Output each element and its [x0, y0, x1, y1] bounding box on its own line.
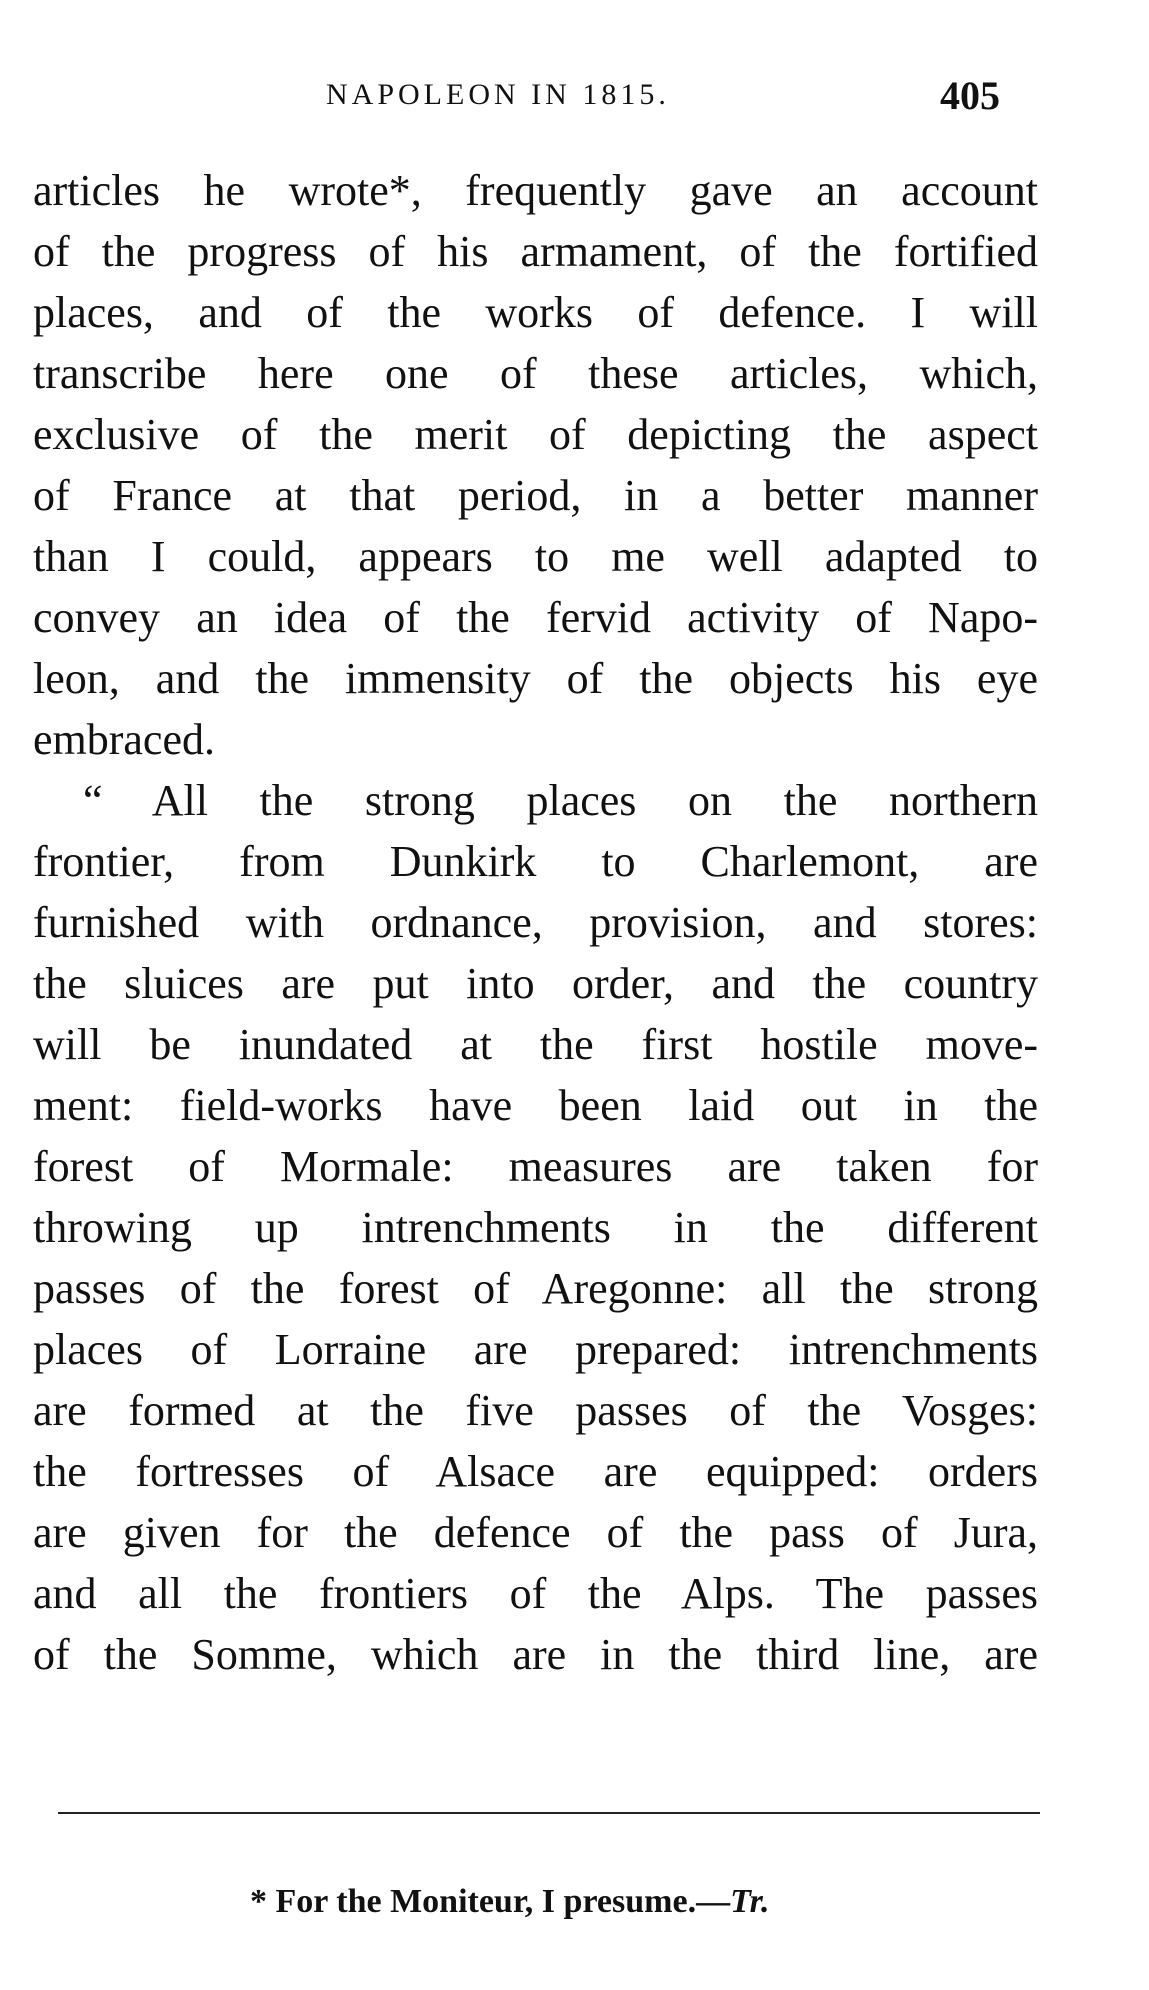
text-line: furnished with ordnance, provision, and stores: — [33, 898, 1038, 947]
text-line: of the Somme, which are in the third line, are — [33, 1630, 1038, 1679]
text-line: exclusive of the merit of depicting the aspect — [33, 410, 1038, 459]
text-line: convey an idea of the fervid activity of Napo- — [33, 593, 1038, 642]
body-text — [33, 160, 1038, 1685]
text-line: places of Lorraine are prepared: intrenchments — [33, 1325, 1038, 1374]
footnote-text: * For the Moniteur, I presume.— — [250, 1883, 731, 1920]
text-line: leon, and the immensity of the objects his eye — [33, 654, 1038, 703]
text-line: places, and of the works of defence. I will — [33, 288, 1038, 337]
text-line: passes of the forest of Aregonne: all the strong — [33, 1264, 1038, 1313]
text-line-quote-start: “ All the strong places on the northern — [83, 776, 1038, 825]
running-title: NAPOLEON IN 1815. — [326, 78, 670, 111]
text-line: than I could, appears to me well adapted to — [33, 532, 1038, 581]
footnote-rule — [58, 1812, 1040, 1814]
text-line: are given for the defence of the pass of Jura, — [33, 1508, 1038, 1557]
text-line: of the progress of his armament, of the fortified — [33, 227, 1038, 276]
page-number: 405 — [940, 73, 1000, 118]
text-line-paragraph-end: embraced. — [33, 715, 215, 764]
footnote-signature: Tr. — [730, 1883, 770, 1920]
running-head — [0, 72, 1149, 122]
text-line: ment: field-works have been laid out in the — [33, 1081, 1038, 1130]
text-line: forest of Mormale: measures are taken for — [33, 1142, 1038, 1191]
text-line: are formed at the five passes of the Vosges: — [33, 1386, 1038, 1435]
text-line: will be inundated at the first hostile move- — [33, 1020, 1038, 1069]
text-line: throwing up intrenchments in the different — [33, 1203, 1038, 1252]
footnote — [250, 1883, 769, 1921]
text-line: and all the frontiers of the Alps. The passes — [33, 1569, 1038, 1618]
text-line: transcribe here one of these articles, which, — [33, 349, 1038, 398]
text-line: the fortresses of Alsace are equipped: orders — [33, 1447, 1038, 1496]
text-line: the sluices are put into order, and the country — [33, 959, 1038, 1008]
text-line: of France at that period, in a better manner — [33, 471, 1038, 520]
text-line: articles he wrote*, frequently gave an account — [33, 166, 1038, 215]
text-line: frontier, from Dunkirk to Charlemont, are — [33, 837, 1038, 886]
